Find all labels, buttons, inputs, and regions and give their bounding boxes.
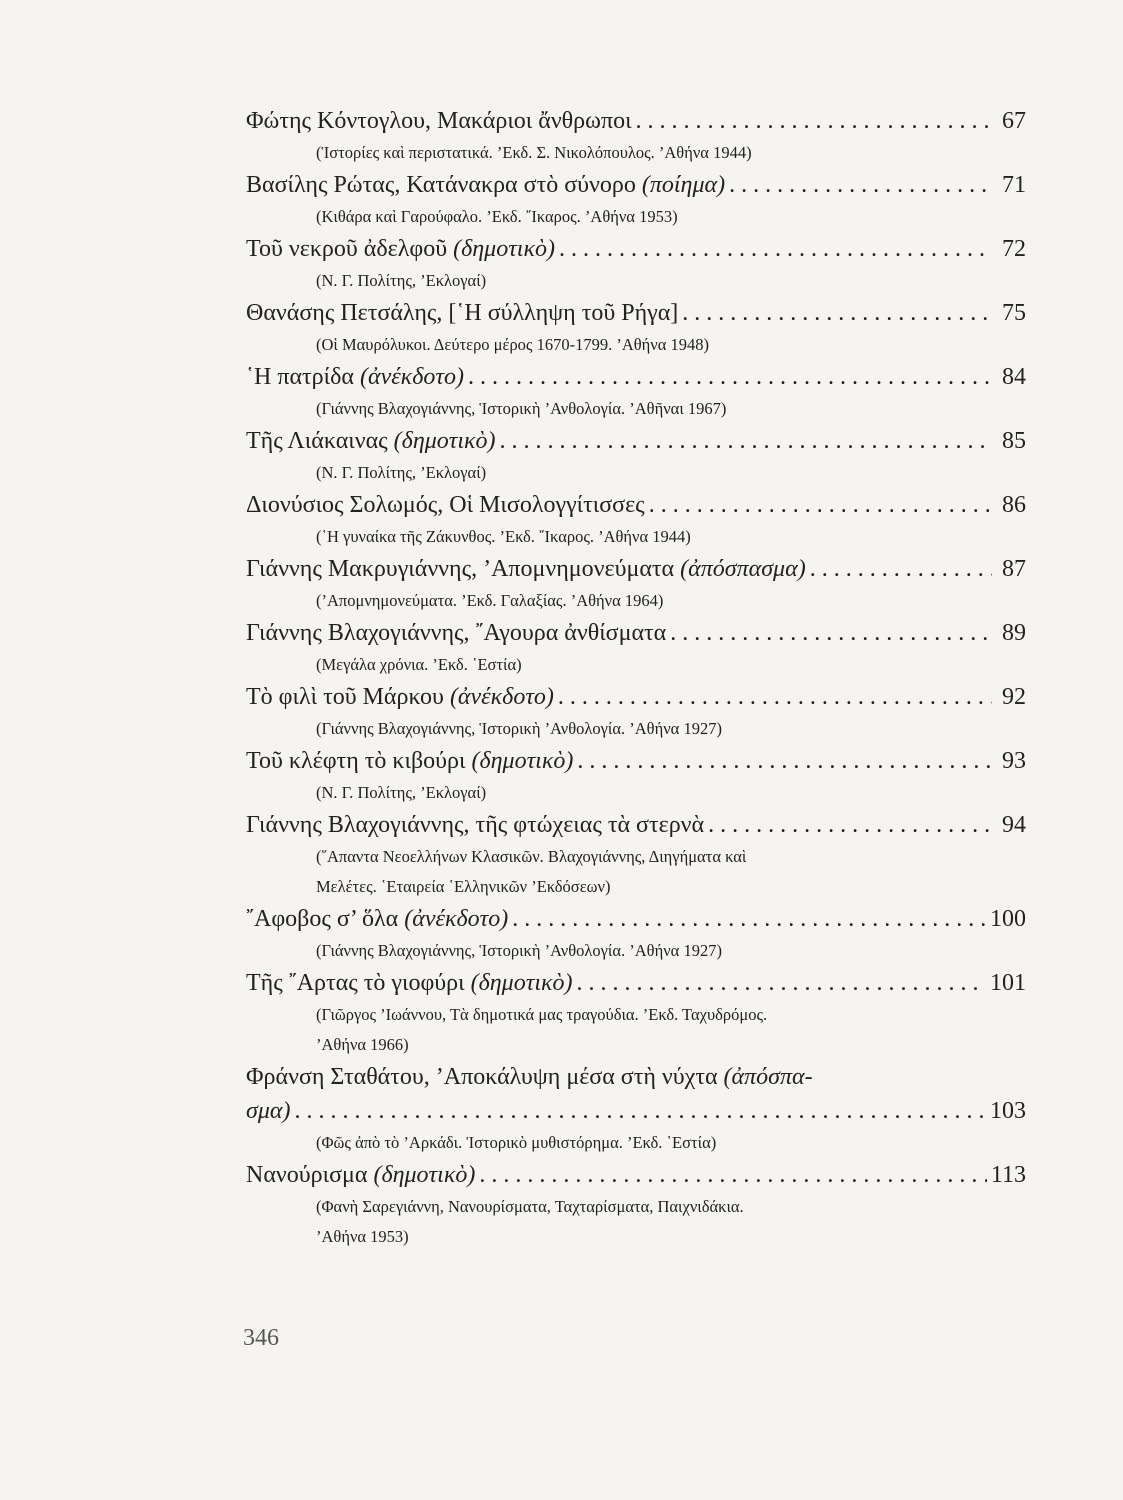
entry-title-italic: (δημοτικὸ) [470,970,573,996]
page-number: 346 [243,1325,279,1351]
entry-title-line [246,1094,1026,1128]
entry-title-line [246,1060,1026,1094]
entry-source: (Ἱστορίες καὶ περιστατικά. ’Εκδ. Σ. Νικολόπουλος. ’Αθήνα 1944) [316,143,752,162]
toc-entry [246,488,1026,552]
entry-source: (Ν. Γ. Πολίτης, ’Εκλογαί) [316,463,487,482]
dot-leader [500,424,992,458]
toc-entry [246,1060,1026,1158]
entry-page-number: 94 [1002,812,1026,838]
entry-title-line [246,424,1026,458]
dot-leader [559,232,992,266]
entry-title-line [246,680,1026,714]
entry-source: (Φῶς ἀπὸ τὸ ’Αρκάδι. Ἱστορικὸ μυθιστόρημα. ’Εκδ. ῾Εστία) [316,1133,717,1152]
dot-leader [670,616,992,650]
entry-source: (Γιάννης Βλαχογιάννης, Ἱστορικὴ ’Ανθολογία. ’Αθήνα 1927) [316,719,722,738]
entry-title-italic: (ἀνέκδοτο) [359,364,464,390]
entry-page-number: 101 [990,970,1026,996]
entry-source: ’Αθήνα 1953) [316,1227,409,1246]
entry-page-number: 93 [1002,748,1026,774]
dot-leader [577,744,992,778]
entry-title-line [246,808,1026,842]
entry-title-italic: (δημοτικὸ) [393,428,496,454]
entry-title-line [246,902,1026,936]
entry-title: Τῆς Λιάκαινας [246,428,394,454]
entry-title-line [246,296,1026,330]
dot-leader [682,296,992,330]
entry-source: (Οἱ Μαυρόλυκοι. Δεύτερο μέρος 1670-1799. ’Αθήνα 1948) [316,335,710,354]
entry-title-line [246,360,1026,394]
entry-title-italic: (ἀπόσπασμα) [680,556,806,582]
entry-title-italic: (ἀνέκδοτο) [404,906,509,932]
entry-title: Φράνση Σταθάτου, ’Αποκάλυψη μέσα στὴ νύχτα [246,1064,724,1090]
entry-title: Τοῦ νεκροῦ ἀδελφοῦ [246,236,454,262]
toc-entry [246,168,1026,232]
toc-entry [246,1158,1026,1252]
entry-source: (Ν. Γ. Πολίτης, ’Εκλογαί) [316,271,487,290]
entry-title-line [246,232,1026,266]
toc-entry [246,552,1026,616]
entry-source: (῾Η γυναίκα τῆς Ζάκυνθος. ’Εκδ. ῎Ικαρος. ’Αθήνα 1944) [316,527,691,546]
dot-leader [708,808,992,842]
dot-leader [729,168,992,202]
entry-title-line [246,168,1026,202]
entry-page-number: 72 [1002,236,1026,262]
toc-entry [246,902,1026,966]
entry-title-line [246,1158,1026,1192]
entry-title-italic: (ποίημα) [641,172,726,198]
entry-title: Διονύσιος Σολωμός, Οἱ Μισολογγίτισσες [246,492,645,518]
dot-leader [810,552,992,586]
entry-source: (Κιθάρα καὶ Γαρούφαλο. ’Εκδ. ῎Ικαρος. ’Αθήνα 1953) [316,207,678,226]
toc-entry [246,680,1026,744]
entry-title-italic: (δημοτικὸ) [453,236,555,262]
entry-title-italic: σμα) [246,1098,291,1124]
dot-leader [294,1094,986,1128]
dot-leader [558,680,992,714]
entry-source: (῞Απαντα Νεοελλήνων Κλασικῶν. Βλαχογιάννης, Διηγήματα καὶ [316,847,747,866]
dot-leader [649,488,992,522]
toc-entry [246,808,1026,902]
toc-entry [246,424,1026,488]
entry-page-number: 67 [1002,108,1026,134]
entry-title-line [246,966,1026,1000]
dot-leader [636,104,992,138]
entry-title: Βασίλης Ρώτας, Κατάνακρα στὸ σύνορο [246,172,642,198]
toc-entry [246,104,1026,168]
entry-page-number: 92 [1002,684,1026,710]
table-of-contents [246,104,1026,1252]
entry-page-number: 71 [1002,172,1026,198]
entry-source: (Γιάννης Βλαχογιάννης, Ἱστορικὴ ’Ανθολογία. ’Αθήνα 1927) [316,941,722,960]
entry-source: (Γιάννης Βλαχογιάννης, Ἱστορικὴ ’Ανθολογία. ’Αθῆναι 1967) [316,399,727,418]
entry-title: Θανάσης Πετσάλης, [῾Η σύλληψη τοῦ Ρήγα] [246,300,679,326]
entry-title: Γιάννης Βλαχογιάννης, ῎Αγουρα ἀνθίσματα [246,620,667,646]
toc-entry [246,966,1026,1060]
entry-title-line [246,744,1026,778]
entry-source: ’Αθήνα 1966) [316,1035,409,1054]
entry-page-number: 103 [990,1098,1026,1124]
entry-title: Νανούρισμα [246,1162,374,1188]
entry-page-number: 75 [1002,300,1026,326]
entry-title-line [246,616,1026,650]
entry-title: ῎Αφοβος σ’ ὅλα [246,906,405,932]
entry-page-number: 87 [1002,556,1026,582]
entry-page-number: 84 [1002,364,1026,390]
dot-leader [468,360,992,394]
entry-page-number: 85 [1002,428,1026,454]
toc-entry [246,296,1026,360]
entry-source: (Γιῶργος ’Ιωάννου, Τὰ δημοτικά μας τραγούδια. ’Εκδ. Ταχυδρόμος. [316,1005,768,1024]
entry-title-line [246,104,1026,138]
entry-title: Γιάννης Μακρυγιάννης, ’Απομνημονεύματα [246,556,681,582]
toc-entry [246,360,1026,424]
entry-page-number: 89 [1002,620,1026,646]
entry-title: Τὸ φιλὶ τοῦ Μάρκου [246,684,450,710]
entry-source: (’Απομνημονεύματα. ’Εκδ. Γαλαξίας. ’Αθήνα 1964) [316,591,664,610]
entry-page-number: 100 [990,906,1026,932]
entry-title-line [246,552,1026,586]
entry-title: Τῆς ῎Αρτας τὸ γιοφύρι [246,970,471,996]
entry-title-line [246,488,1026,522]
entry-page-number: 86 [1002,492,1026,518]
entry-source: Μελέτες. ῾Εταιρεία ῾Ελληνικῶν ’Εκδόσεων) [316,877,611,896]
entry-page-number: 113 [990,1162,1026,1188]
entry-title-italic: (ἀνέκδοτο) [449,684,554,710]
entry-title: Φώτης Κόντογλου, Μακάριοι ἄνθρωποι [246,108,632,134]
dot-leader [577,966,987,1000]
entry-title: Τοῦ κλέφτη τὸ κιβούρι [246,748,472,774]
entry-source: (Μεγάλα χρόνια. ’Εκδ. ῾Εστία) [316,655,522,674]
entry-source: (Ν. Γ. Πολίτης, ’Εκλογαί) [316,783,487,802]
entry-title-italic: (ἀπόσπα- [723,1064,813,1090]
entry-title: ῾Η πατρίδα [246,364,360,390]
toc-entry [246,232,1026,296]
dot-leader [512,902,986,936]
toc-entry [246,744,1026,808]
entry-title-italic: (δημοτικὸ) [471,748,574,774]
toc-entry [246,616,1026,680]
entry-source: (Φανὴ Σαρεγιάννη, Νανουρίσματα, Ταχταρίσματα, Παιχνιδάκια. [316,1197,744,1216]
entry-title-italic: (δημοτικὸ) [373,1162,476,1188]
entry-title: Γιάννης Βλαχογιάννης, τῆς φτώχειας τὰ στερνὰ [246,812,705,838]
dot-leader [479,1158,987,1192]
